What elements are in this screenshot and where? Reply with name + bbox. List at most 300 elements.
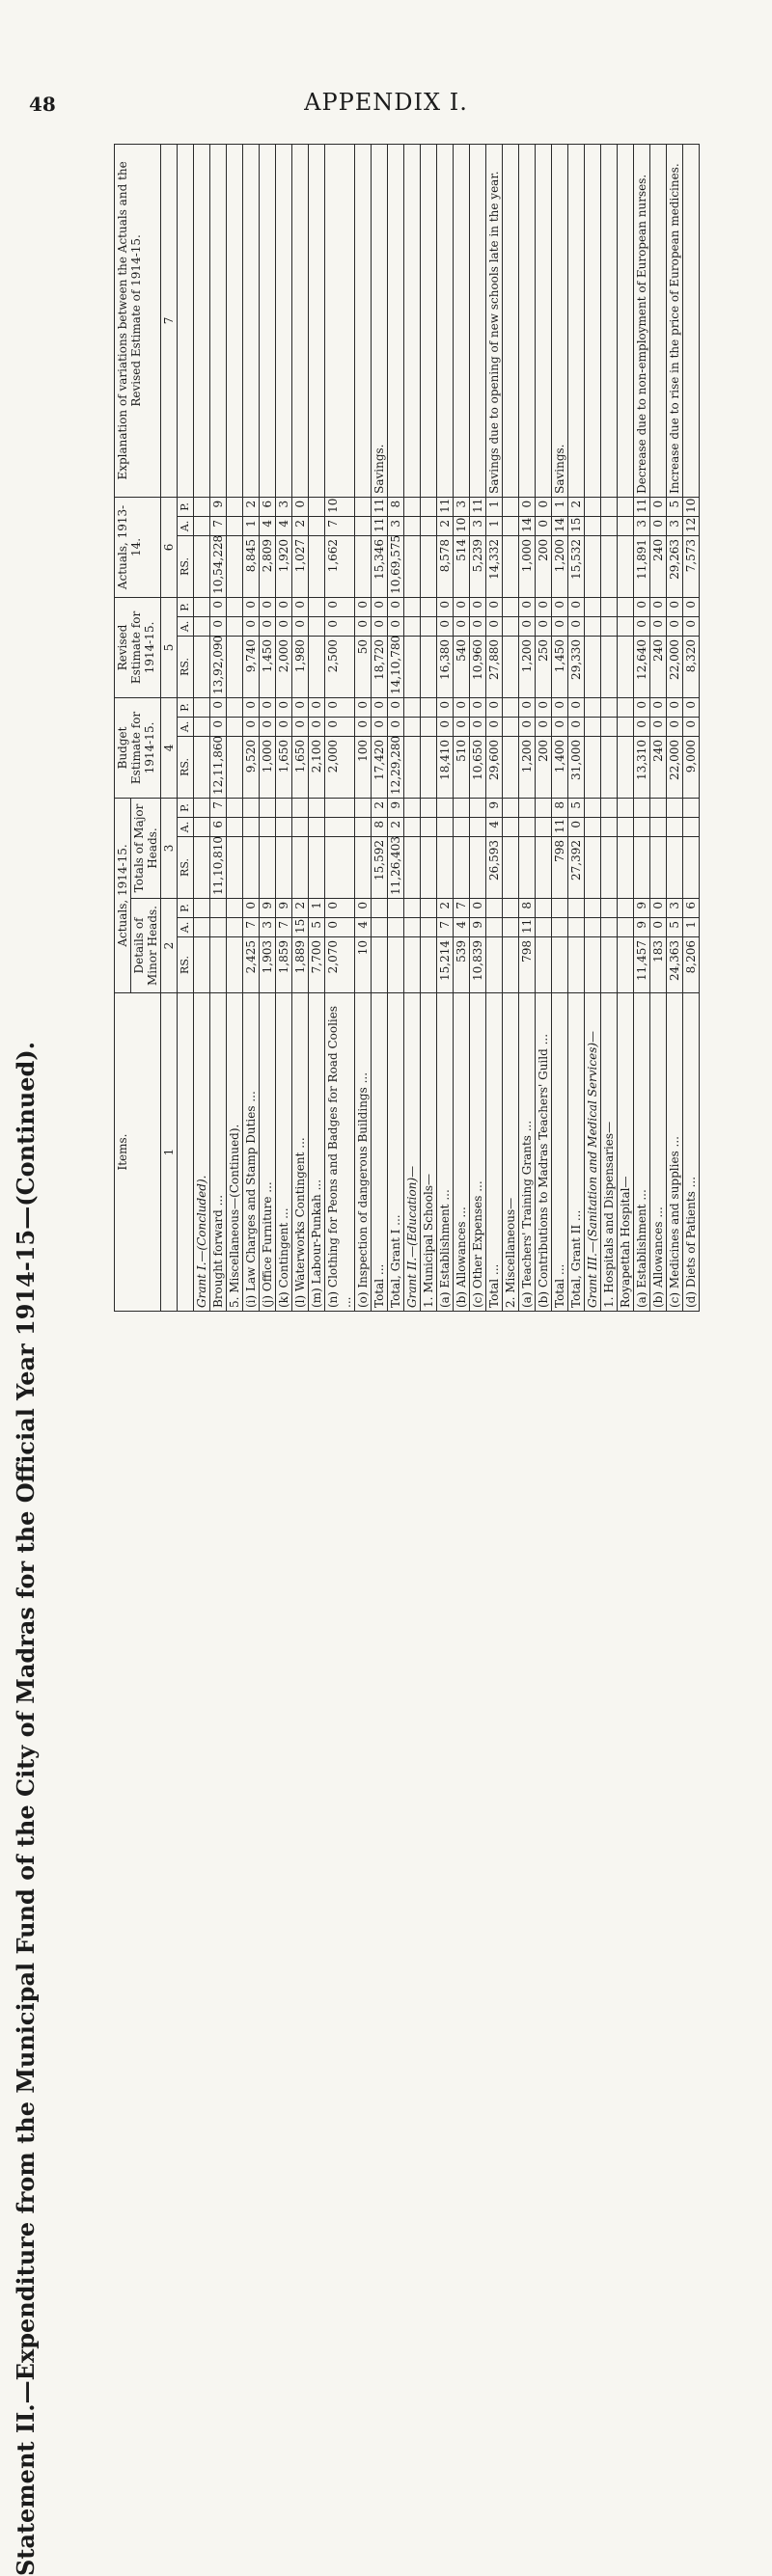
item-label: (b) Contributions to Madras Teachers' Guild ... — [536, 993, 552, 1312]
act13-a-cell: 12 — [683, 516, 700, 535]
col-number: 6 — [161, 497, 178, 597]
explanation-cell: Savings. — [372, 144, 388, 497]
explanation-cell — [536, 144, 552, 497]
minor-rs-cell — [388, 937, 404, 993]
revised-rs-cell: 8,320 — [683, 636, 700, 697]
revised-rs-cell: 2,000 — [276, 636, 292, 697]
act13-p-cell — [503, 497, 519, 516]
act13-p-cell — [618, 497, 634, 516]
revised-rs-cell: 29,330 — [568, 636, 585, 697]
act13-a-cell — [503, 516, 519, 535]
act13-rs-cell: 11,891 — [634, 535, 650, 597]
totals-rs-cell — [194, 837, 210, 899]
act13-p-cell — [309, 497, 325, 516]
minor-p-cell: 0 — [470, 899, 486, 918]
unit-a: A. — [178, 616, 194, 636]
act13-rs-cell — [618, 535, 634, 597]
revised-a-cell: 0 — [536, 616, 552, 636]
act13-p-cell: 0 — [292, 497, 309, 516]
totals-rs-cell — [585, 837, 601, 899]
act13-a-cell: 2 — [437, 516, 454, 535]
item-label: (i) Law Charges and Stamp Duties ... — [243, 993, 260, 1312]
minor-p-cell: 9 — [260, 899, 276, 918]
totals-p-cell: 7 — [210, 798, 227, 817]
revised-rs-cell: 10,960 — [470, 636, 486, 697]
act13-rs-cell: 240 — [650, 535, 667, 597]
item-label: Total ... — [372, 993, 388, 1312]
totals-rs-cell — [454, 837, 470, 899]
minor-a-cell — [404, 918, 421, 937]
subheading-row — [421, 144, 437, 1311]
minor-a-cell — [194, 918, 210, 937]
table-row — [519, 144, 536, 1311]
minor-rs-cell: 2,070 — [325, 937, 355, 993]
revised-rs-cell: 16,380 — [437, 636, 454, 697]
budget-a-cell: 0 — [325, 717, 355, 736]
budget-p-cell: 0 — [683, 697, 700, 717]
totals-p-cell — [519, 798, 536, 817]
minor-rs-cell — [568, 937, 585, 993]
act13-a-cell: 0 — [536, 516, 552, 535]
table-row — [454, 144, 470, 1311]
budget-rs-cell — [194, 736, 210, 798]
unit-a: A. — [178, 918, 194, 937]
revised-a-cell — [618, 616, 634, 636]
act13-p-cell: 2 — [568, 497, 585, 516]
act13-p-cell: 3 — [276, 497, 292, 516]
unit-rs: RS. — [178, 837, 194, 899]
budget-a-cell — [503, 717, 519, 736]
totals-rs-cell — [260, 837, 276, 899]
totals-rs-cell — [503, 837, 519, 899]
item-label: 5. Miscellaneous—(Continued). — [227, 993, 243, 1312]
act13-p-cell: 9 — [210, 497, 227, 516]
totals-p-cell — [421, 798, 437, 817]
totals-a-cell — [683, 818, 700, 837]
budget-a-cell — [601, 717, 618, 736]
act13-p-cell: 8 — [388, 497, 404, 516]
act13-a-cell — [421, 516, 437, 535]
revised-p-cell: 0 — [486, 597, 503, 616]
totals-p-cell — [667, 798, 683, 817]
col-number: 2 — [161, 899, 178, 993]
item-label: 1. Hospitals and Dispensaries— — [601, 993, 618, 1312]
explanation-cell — [454, 144, 470, 497]
totals-a-cell: 0 — [568, 818, 585, 837]
revised-a-cell: 0 — [634, 616, 650, 636]
act13-p-cell: 0 — [650, 497, 667, 516]
act13-rs-cell: 14,332 — [486, 535, 503, 597]
explanation-cell — [292, 144, 309, 497]
act13-rs-cell: 8,578 — [437, 535, 454, 597]
revised-a-cell — [227, 616, 243, 636]
totals-a-cell — [519, 818, 536, 837]
table-row — [536, 144, 552, 1311]
explanation-cell — [519, 144, 536, 497]
revised-rs-cell: 50 — [355, 636, 372, 697]
minor-a-cell — [601, 918, 618, 937]
grant-heading-row — [585, 144, 601, 1311]
totals-a-cell — [503, 818, 519, 837]
budget-a-cell: 0 — [437, 717, 454, 736]
act13-p-cell — [194, 497, 210, 516]
minor-rs-cell — [536, 937, 552, 993]
budget-rs-cell: 29,600 — [486, 736, 503, 798]
budget-a-cell: 0 — [309, 717, 325, 736]
act13-p-cell: 11 — [470, 497, 486, 516]
minor-rs-cell: 183 — [650, 937, 667, 993]
revised-p-cell — [618, 597, 634, 616]
minor-p-cell — [601, 899, 618, 918]
totals-a-cell: 4 — [486, 818, 503, 837]
page-number: 48 — [29, 93, 56, 116]
budget-p-cell — [618, 697, 634, 717]
minor-p-cell — [194, 899, 210, 918]
minor-rs-cell: 7,700 — [309, 937, 325, 993]
totals-rs-cell — [421, 837, 437, 899]
revised-a-cell: 0 — [292, 616, 309, 636]
explanation-cell: Increase due to rise in the price of European medicines. — [667, 144, 683, 497]
revised-p-cell: 0 — [243, 597, 260, 616]
totals-rs-cell: 15,592 — [372, 837, 388, 899]
totals-p-cell — [536, 798, 552, 817]
unit-rs: RS. — [178, 736, 194, 798]
table-row — [355, 144, 372, 1311]
totals-rs-cell — [292, 837, 309, 899]
minor-a-cell: 9 — [470, 918, 486, 937]
col-number: 5 — [161, 597, 178, 697]
budget-rs-cell: 12,29,280 — [388, 736, 404, 798]
minor-p-cell — [404, 899, 421, 918]
budget-p-cell — [585, 697, 601, 717]
revised-p-cell: 0 — [388, 597, 404, 616]
totals-a-cell — [454, 818, 470, 837]
totals-a-cell — [470, 818, 486, 837]
revised-rs-cell: 1,980 — [292, 636, 309, 697]
budget-p-cell: 0 — [437, 697, 454, 717]
budget-a-cell: 0 — [454, 717, 470, 736]
act13-rs-cell: 1,662 — [325, 535, 355, 597]
budget-a-cell: 0 — [292, 717, 309, 736]
minor-p-cell: 1 — [309, 899, 325, 918]
explanation-cell — [404, 144, 421, 497]
revised-a-cell: 0 — [683, 616, 700, 636]
budget-a-cell: 0 — [634, 717, 650, 736]
budget-rs-cell: 18,410 — [437, 736, 454, 798]
budget-p-cell: 0 — [486, 697, 503, 717]
item-label: (o) Inspection of dangerous Buildings ... — [355, 993, 372, 1312]
revised-a-cell — [585, 616, 601, 636]
minor-rs-cell: 539 — [454, 937, 470, 993]
act13-a-cell: 11 — [372, 516, 388, 535]
minor-a-cell: 0 — [650, 918, 667, 937]
totals-p-cell — [309, 798, 325, 817]
explanation-header: Explanation of variations between the Actuals and the Revised Estimate of 1914-15. — [115, 144, 161, 497]
minor-p-cell — [568, 899, 585, 918]
budget-rs-cell: 1,400 — [552, 736, 568, 798]
unit-a: A. — [178, 516, 194, 535]
table-row — [470, 144, 486, 1311]
minor-p-cell: 8 — [519, 899, 536, 918]
subheading-row — [227, 144, 243, 1311]
subheading-row — [503, 144, 519, 1311]
revised-rs-cell — [585, 636, 601, 697]
revised-a-cell: 0 — [372, 616, 388, 636]
act13-rs-cell: 514 — [454, 535, 470, 597]
totals-rs-cell — [634, 837, 650, 899]
revised-p-cell: 0 — [355, 597, 372, 616]
item-label: (k) Contingent ... — [276, 993, 292, 1312]
minor-p-cell: 0 — [355, 899, 372, 918]
act13-rs-cell — [601, 535, 618, 597]
act13-a-cell — [601, 516, 618, 535]
revised-rs-cell: 9,740 — [243, 636, 260, 697]
col-number: 4 — [161, 697, 178, 798]
totals-p-cell — [355, 798, 372, 817]
revised-a-cell: 0 — [519, 616, 536, 636]
budget-p-cell: 0 — [260, 697, 276, 717]
budget-rs-cell: 1,650 — [292, 736, 309, 798]
minor-rs-cell — [486, 937, 503, 993]
revised-rs-cell — [404, 636, 421, 697]
explanation-cell — [683, 144, 700, 497]
totals-p-cell — [601, 798, 618, 817]
explanation-cell: Decrease due to non-employment of European nurses. — [634, 144, 650, 497]
revised-p-cell: 0 — [650, 597, 667, 616]
totals-a-cell — [634, 818, 650, 837]
explanation-cell — [243, 144, 260, 497]
totals-p-cell — [325, 798, 355, 817]
act13-p-cell: 11 — [372, 497, 388, 516]
revised-a-cell: 0 — [470, 616, 486, 636]
budget-p-cell: 0 — [292, 697, 309, 717]
budget-rs-cell: 12,11,860 — [210, 736, 227, 798]
revised-rs-cell: 18,720 — [372, 636, 388, 697]
act13-p-cell: 10 — [325, 497, 355, 516]
totals-rs-cell — [309, 837, 325, 899]
totals-rs-cell — [243, 837, 260, 899]
budget-p-cell — [503, 697, 519, 717]
table-row — [309, 144, 325, 1311]
act13-p-cell: 6 — [260, 497, 276, 516]
totals-a-cell — [437, 818, 454, 837]
statement-title: Statement II.—Expenditure from the Municipal Fund of the City of Madras for the Official Year 1914-15—(Continued). — [12, 1042, 40, 2576]
minor-a-cell: 4 — [454, 918, 470, 937]
act13-rs-cell — [503, 535, 519, 597]
act13-a-cell: 10 — [454, 516, 470, 535]
unit-rs: RS. — [178, 937, 194, 993]
item-label: Grant I.—(Concluded). — [194, 993, 210, 1312]
act13-a-cell: 15 — [568, 516, 585, 535]
unit-a: A. — [178, 717, 194, 736]
budget-p-cell: 0 — [536, 697, 552, 717]
minor-p-cell — [618, 899, 634, 918]
col-number: 7 — [161, 144, 178, 497]
budget-p-cell: 0 — [309, 697, 325, 717]
item-label: (l) Waterworks Contingent ... — [292, 993, 309, 1312]
act13-a-cell — [355, 516, 372, 535]
revised-rs-cell — [503, 636, 519, 697]
details-minor-header: Details of Minor Heads. — [131, 899, 161, 993]
budget-rs-cell — [503, 736, 519, 798]
minor-a-cell — [388, 918, 404, 937]
revised-rs-cell: 250 — [536, 636, 552, 697]
totals-p-cell: 9 — [388, 798, 404, 817]
table-row — [276, 144, 292, 1311]
item-label: (n) Clothing for Peons and Badges for Road Coolies ... — [325, 993, 355, 1312]
table-row — [243, 144, 260, 1311]
revised-p-cell: 0 — [634, 597, 650, 616]
act13-rs-cell: 1,000 — [519, 535, 536, 597]
minor-rs-cell — [421, 937, 437, 993]
revised-rs-cell — [618, 636, 634, 697]
revised-rs-cell — [309, 636, 325, 697]
totals-a-cell — [276, 818, 292, 837]
totals-p-cell — [454, 798, 470, 817]
revised-a-cell — [404, 616, 421, 636]
explanation-cell — [568, 144, 585, 497]
budget-p-cell — [421, 697, 437, 717]
revised-a-cell: 0 — [276, 616, 292, 636]
revised-rs-cell: 12,640 — [634, 636, 650, 697]
budget-rs-cell — [618, 736, 634, 798]
minor-p-cell: 9 — [276, 899, 292, 918]
revised-p-cell — [194, 597, 210, 616]
budget-p-cell: 0 — [667, 697, 683, 717]
act13-rs-cell — [421, 535, 437, 597]
explanation-cell: Savings due to opening of new schools late in the year. — [486, 144, 503, 497]
minor-rs-cell — [601, 937, 618, 993]
revised-p-cell: 0 — [276, 597, 292, 616]
explanation-cell — [388, 144, 404, 497]
totals-rs-cell — [470, 837, 486, 899]
unit-p: P. — [178, 697, 194, 717]
totals-p-cell — [437, 798, 454, 817]
act13-a-cell: 1 — [243, 516, 260, 535]
budget-p-cell: 0 — [519, 697, 536, 717]
totals-p-cell: 2 — [372, 798, 388, 817]
budget-a-cell — [585, 717, 601, 736]
minor-p-cell — [388, 899, 404, 918]
act13-a-cell: 7 — [210, 516, 227, 535]
revised-p-cell — [601, 597, 618, 616]
totals-rs-cell: 11,26,403 — [388, 837, 404, 899]
totals-p-cell — [634, 798, 650, 817]
explanation-cell: Savings. — [552, 144, 568, 497]
revised-p-cell — [421, 597, 437, 616]
totals-p-cell: 8 — [552, 798, 568, 817]
revised-header: Revised Estimate for 1914-15. — [115, 597, 161, 697]
unit-a: A. — [178, 818, 194, 837]
act13-a-cell: 2 — [292, 516, 309, 535]
totals-rs-cell — [404, 837, 421, 899]
actuals-1914-header: Actuals, 1914-15. — [115, 798, 131, 992]
budget-a-cell: 0 — [276, 717, 292, 736]
minor-p-cell: 2 — [292, 899, 309, 918]
unit-p: P. — [178, 798, 194, 817]
explanation-cell — [260, 144, 276, 497]
act13-rs-cell — [227, 535, 243, 597]
totals-p-cell — [404, 798, 421, 817]
explanation-cell — [470, 144, 486, 497]
budget-rs-cell: 1,650 — [276, 736, 292, 798]
budget-a-cell: 0 — [470, 717, 486, 736]
revised-p-cell: 0 — [470, 597, 486, 616]
revised-rs-cell: 240 — [650, 636, 667, 697]
minor-p-cell — [552, 899, 568, 918]
budget-p-cell — [404, 697, 421, 717]
revised-p-cell: 0 — [519, 597, 536, 616]
totals-a-cell: 2 — [388, 818, 404, 837]
act13-rs-cell: 200 — [536, 535, 552, 597]
table-row — [634, 144, 650, 1311]
totals-rs-cell — [437, 837, 454, 899]
budget-a-cell: 0 — [536, 717, 552, 736]
budget-a-cell: 0 — [486, 717, 503, 736]
minor-p-cell — [503, 899, 519, 918]
minor-a-cell — [618, 918, 634, 937]
minor-a-cell: 7 — [243, 918, 260, 937]
act13-rs-cell: 10,54,228 — [210, 535, 227, 597]
minor-a-cell: 11 — [519, 918, 536, 937]
col-number: 1 — [161, 993, 178, 1312]
budget-a-cell: 0 — [667, 717, 683, 736]
rotated-table-wrapper — [114, 145, 698, 1312]
budget-header: Budget Estimate for 1914-15. — [115, 697, 161, 798]
revised-a-cell — [421, 616, 437, 636]
minor-a-cell — [568, 918, 585, 937]
minor-p-cell — [227, 899, 243, 918]
minor-rs-cell: 1,903 — [260, 937, 276, 993]
minor-rs-cell: 10 — [355, 937, 372, 993]
item-label: Brought forward ... — [210, 993, 227, 1312]
revised-p-cell: 0 — [683, 597, 700, 616]
totals-a-cell — [194, 818, 210, 837]
item-label: (b) Allowances ... — [454, 993, 470, 1312]
minor-rs-cell — [585, 937, 601, 993]
totals-rs-cell: 11,10,810 — [210, 837, 227, 899]
item-label: (b) Allowances ... — [650, 993, 667, 1312]
act13-rs-cell: 1,920 — [276, 535, 292, 597]
totals-a-cell — [325, 818, 355, 837]
revised-p-cell: 0 — [536, 597, 552, 616]
item-label: Total ... — [486, 993, 503, 1312]
revised-p-cell: 0 — [210, 597, 227, 616]
table-row — [650, 144, 667, 1311]
totals-p-cell — [618, 798, 634, 817]
explanation-cell — [437, 144, 454, 497]
totals-a-cell — [585, 818, 601, 837]
act13-a-cell: 3 — [388, 516, 404, 535]
revised-p-cell: 0 — [325, 597, 355, 616]
totals-rs-cell — [276, 837, 292, 899]
totals-rs-cell: 26,593 — [486, 837, 503, 899]
act13-a-cell: 7 — [325, 516, 355, 535]
act13-rs-cell: 7,573 — [683, 535, 700, 597]
act13-rs-cell: 1,027 — [292, 535, 309, 597]
totals-rs-cell — [667, 837, 683, 899]
revised-p-cell — [309, 597, 325, 616]
budget-a-cell: 0 — [519, 717, 536, 736]
act13-a-cell: 4 — [260, 516, 276, 535]
act13-a-cell: 3 — [634, 516, 650, 535]
totals-p-cell — [503, 798, 519, 817]
revised-rs-cell: 22,000 — [667, 636, 683, 697]
minor-a-cell: 7 — [276, 918, 292, 937]
revised-p-cell: 0 — [260, 597, 276, 616]
act13-rs-cell: 1,200 — [552, 535, 568, 597]
totals-p-cell — [470, 798, 486, 817]
